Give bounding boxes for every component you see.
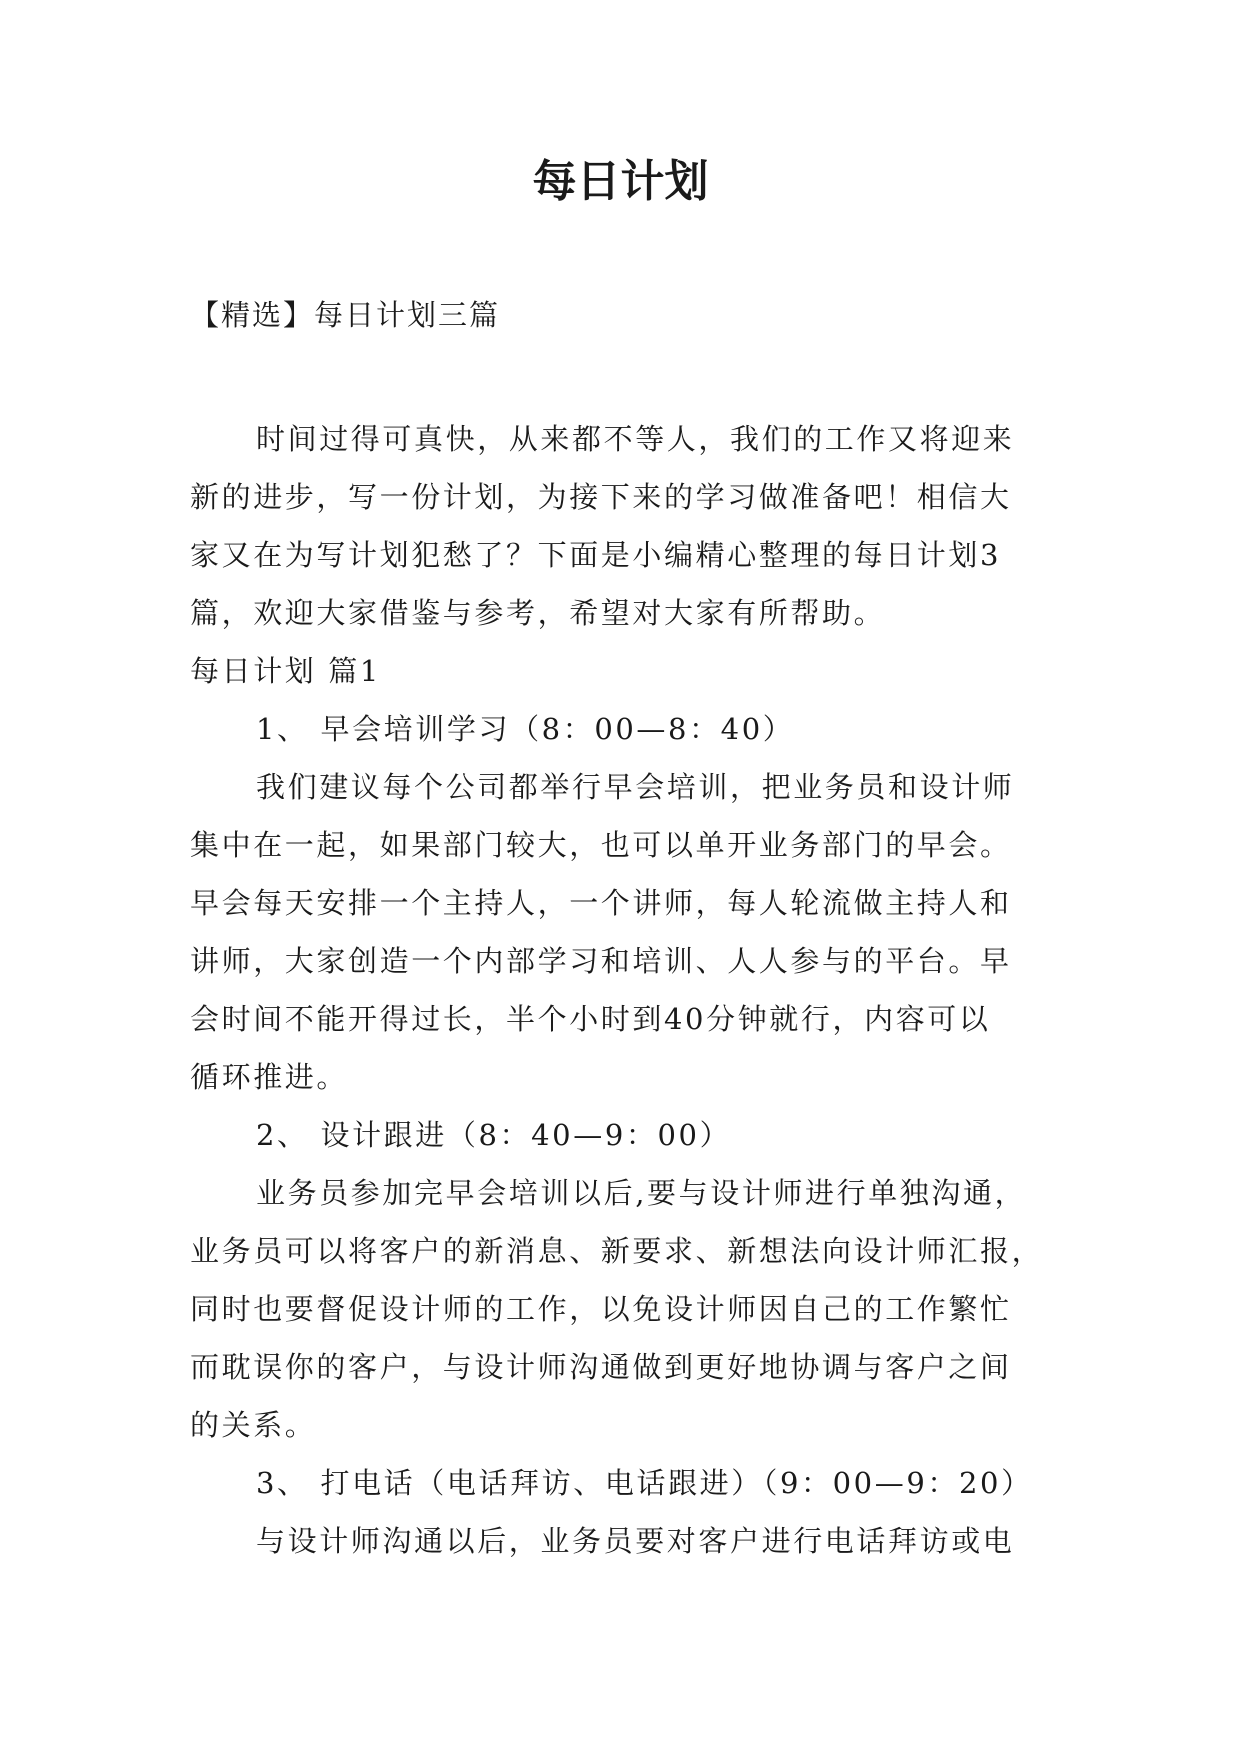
- paragraph-line: 而耽误你的客户，与设计师沟通做到更好地协调与客户之间: [190, 1350, 1012, 1384]
- paragraph-line: 业务员可以将客户的新消息、新要求、新想法向设计师汇报，: [190, 1234, 1044, 1268]
- paragraph-line: 家又在为写计划犯愁了？下面是小编精心整理的每日计划3: [190, 538, 1002, 572]
- paragraph-line: 篇，欢迎大家借鉴与参考，希望对大家有所帮助。: [190, 596, 886, 630]
- item-heading: 3、 打电话（电话拜访、电话跟进）（9：00—9：20）: [256, 1466, 1033, 1500]
- paragraph-line: 与设计师沟通以后，业务员要对客户进行电话拜访或电: [256, 1524, 1015, 1558]
- paragraph-line: 时间过得可真快，从来都不等人，我们的工作又将迎来: [256, 422, 1015, 456]
- paragraph-line: 早会每天安排一个主持人，一个讲师，每人轮流做主持人和: [190, 886, 1012, 920]
- paragraph-line: 讲师，大家创造一个内部学习和培训、人人参与的平台。早: [190, 944, 1012, 978]
- paragraph-line: 循环推进。: [190, 1060, 349, 1094]
- item-heading: 2、 设计跟进（8：40—9：00）: [256, 1118, 732, 1152]
- paragraph-line: 会时间不能开得过长，半个小时到40分钟就行，内容可以: [190, 1002, 991, 1036]
- paragraph-line: 业务员参加完早会培训以后,要与设计师进行单独沟通，: [256, 1176, 1027, 1210]
- paragraph-line: 集中在一起，如果部门较大，也可以单开业务部门的早会。: [190, 828, 1012, 862]
- paragraph-line: 的关系。: [190, 1408, 317, 1442]
- item-heading: 1、 早会培训学习（8：00—8：40）: [256, 712, 795, 746]
- paragraph-line: 新的进步，写一份计划，为接下来的学习做准备吧！相信大: [190, 480, 1012, 514]
- paragraph-line: 我们建议每个公司都举行早会培训，把业务员和设计师: [256, 770, 1015, 804]
- document-title: 每日计划: [532, 156, 709, 207]
- section-heading: 每日计划 篇1: [190, 654, 381, 688]
- paragraph-line: 同时也要督促设计师的工作，以免设计师因自己的工作繁忙: [190, 1292, 1012, 1326]
- document-subtitle: 【精选】每日计划三篇: [190, 298, 501, 332]
- document-body: [190, 410, 1060, 1570]
